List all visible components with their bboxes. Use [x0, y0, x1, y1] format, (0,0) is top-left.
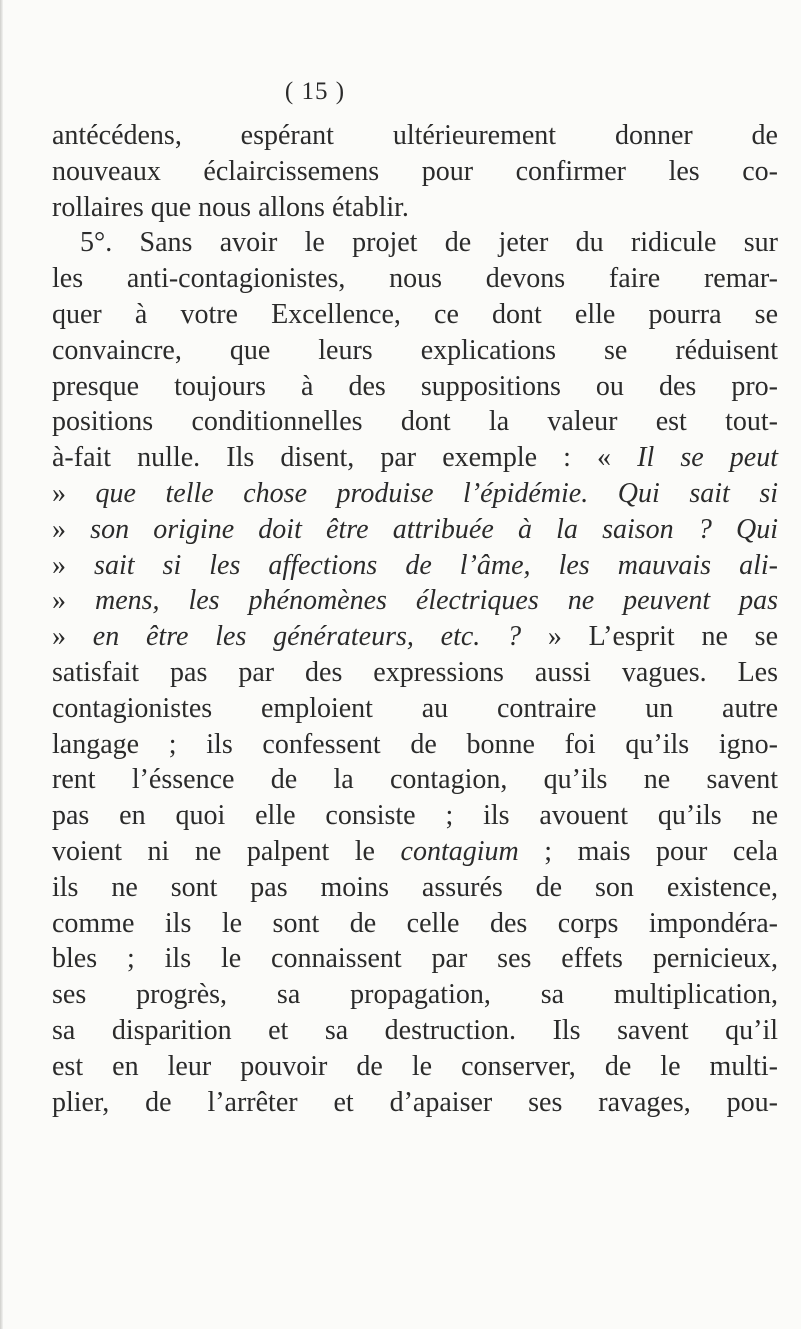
text-line: rollaires que nous allons établir.: [52, 191, 409, 223]
italic-text-segment: sait si les affections de l’âme, les mauvais ali-: [94, 549, 779, 581]
text-segment: »: [52, 585, 95, 617]
text-line: ils ne sont pas moins assurés de son existence,: [52, 871, 778, 903]
italic-text-segment: que telle chose produise l’épidémie. Qui sait si: [95, 477, 778, 509]
text-segment: ; mais pour cela: [518, 835, 778, 867]
text-segment: »: [52, 477, 96, 509]
italic-text-segment: mens, les phénomènes électriques ne peuvent pas: [94, 585, 779, 617]
text-segment: »: [52, 549, 95, 581]
text-line: [52, 834, 778, 870]
text-segment: voient ni ne palpent le: [52, 835, 401, 867]
text-segment: »: [52, 513, 91, 545]
italic-text-segment: en être les générateurs, etc. ?: [92, 621, 522, 653]
text-line: [52, 548, 778, 584]
text-line: bles ; ils le connaissent par ses effets pernicieux,: [52, 943, 778, 975]
text-line: les anti-contagionistes, nous devons faire remar-: [52, 263, 778, 295]
text-line: [52, 440, 778, 476]
text-line: positions conditionnelles dont la valeur est tout-: [52, 406, 778, 438]
text-line: quer à votre Excellence, ce dont elle pourra se: [52, 298, 778, 330]
page-edge-shadow: [0, 0, 3, 1329]
text-line: [52, 619, 778, 655]
text-line: langage ; ils confessent de bonne foi qu’ils igno-: [52, 728, 778, 760]
text-segment: » L’esprit ne se: [521, 621, 778, 653]
text-line: presque toujours à des suppositions ou des pro-: [52, 370, 778, 402]
text-segment: »: [52, 621, 93, 653]
text-line: plier, de l’arrêter et d’apaiser ses ravages, pou-: [52, 1086, 778, 1118]
text-line: 5°. Sans avoir le projet de jeter du ridicule sur: [80, 227, 778, 259]
text-line: satisfait pas par des expressions aussi vagues. Les: [52, 656, 778, 688]
italic-text-segment: contagium: [400, 835, 519, 867]
page-number: ( 15 ): [284, 78, 346, 105]
text-line: sa disparition et sa destruction. Ils savent qu’il: [52, 1014, 778, 1046]
text-line: pas en quoi elle consiste ; ils avouent qu’ils ne: [52, 800, 778, 832]
text-line: [52, 476, 778, 512]
text-line: convaincre, que leurs explications se réduisent: [52, 334, 778, 366]
italic-text-segment: son origine doit être attribuée à la saison ? Qui: [90, 513, 778, 545]
text-line: [52, 583, 778, 619]
text-line: nouveaux éclaircissemens pour confirmer les co-: [52, 155, 778, 187]
text-line: [52, 512, 778, 548]
text-line: antécédens, espérant ultérieurement donner de: [52, 120, 778, 151]
text-line: contagionistes emploient au contraire un autre: [52, 692, 778, 724]
text-line: comme ils le sont de celle des corps impondéra-: [52, 907, 778, 939]
text-segment: à-fait nulle. Ils disent, par exemple : «: [52, 442, 638, 474]
text-line: est en leur pouvoir de le conserver, de le multi-: [52, 1050, 778, 1082]
text-line: ses progrès, sa propagation, sa multiplication,: [52, 979, 778, 1011]
text-line: rent l’éssence de la contagion, qu’ils ne savent: [52, 764, 778, 796]
italic-text-segment: Il se peut: [637, 442, 779, 474]
body-text: [52, 118, 778, 1120]
